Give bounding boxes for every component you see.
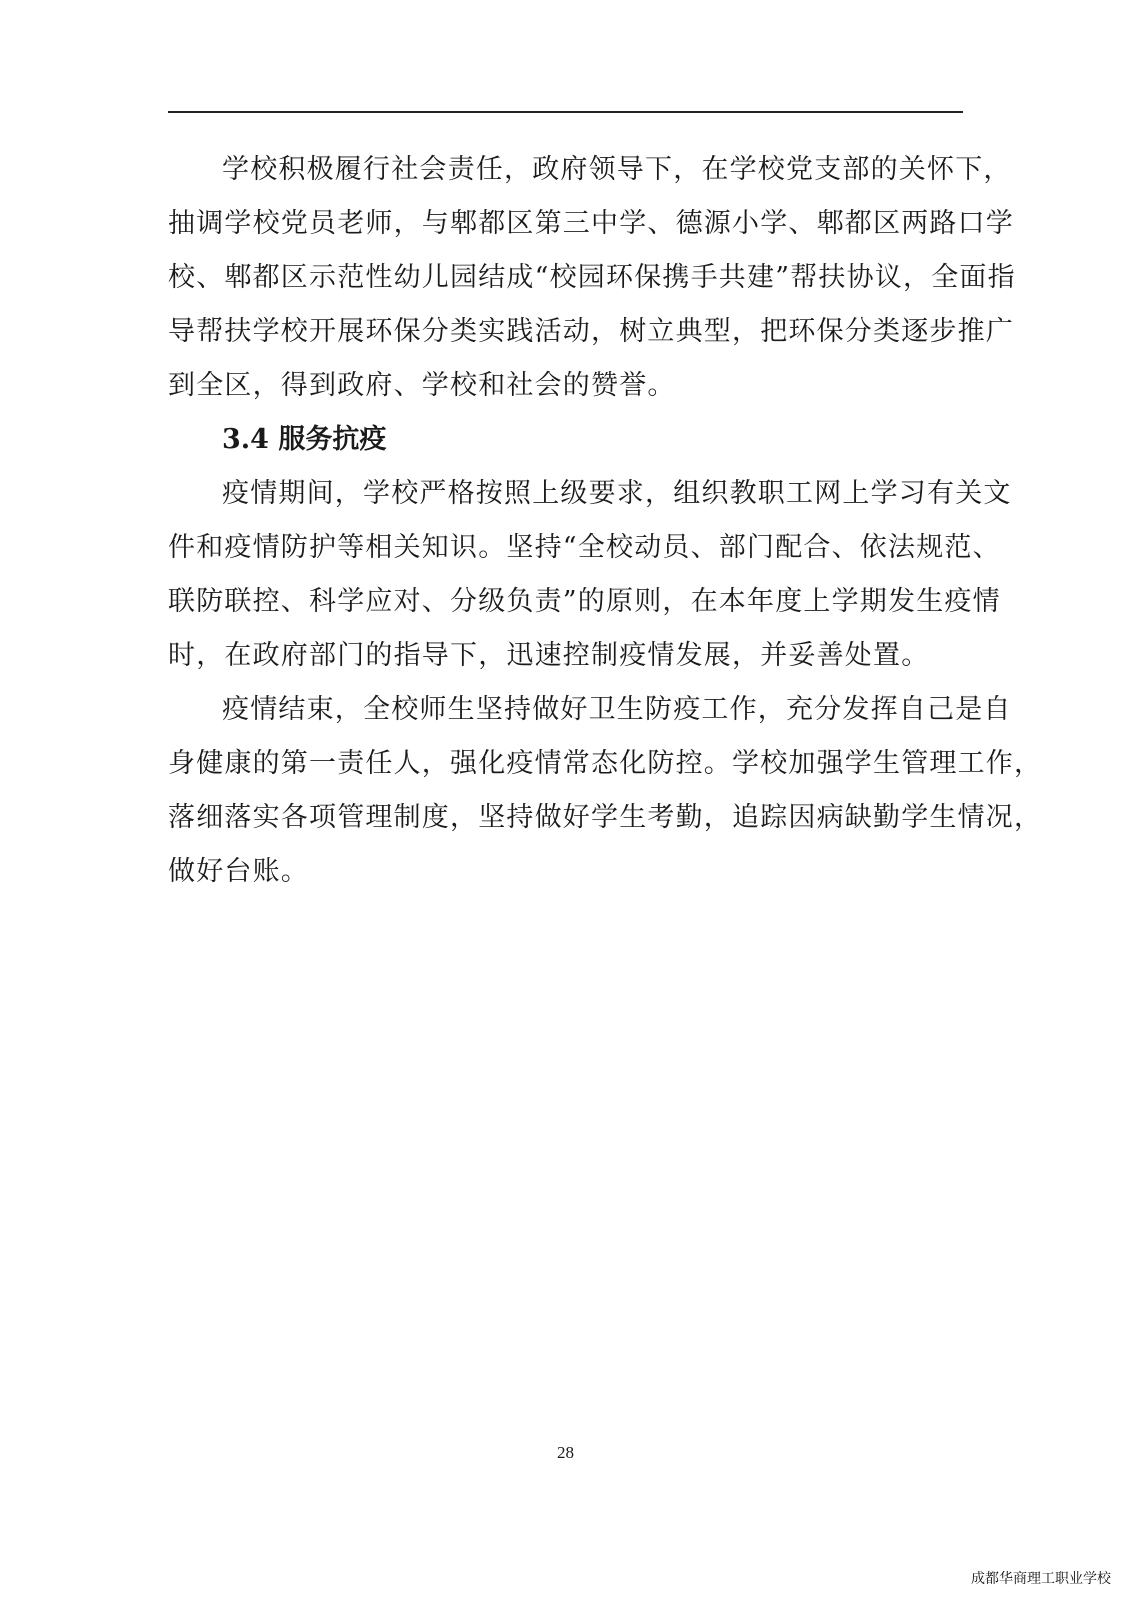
document-body [168,143,1043,899]
paragraph-2-line-3: 联防联控、科学应对、分级负责”的原则，在本年度上学期发生疫情 [168,586,1001,617]
paragraph-1-line-2: 抽调学校党员老师，与郫都区第三中学、德源小学、郫都区两路口学 [168,208,1014,239]
paragraph-3-line-3: 落细落实各项管理制度，坚持做好学生考勤，追踪因病缺勤学生情况， [168,802,1043,833]
paragraph-1-line-1: 学校积极履行社会责任，政府领导下，在学校党支部的关怀下， [222,154,1012,185]
header-rule [168,111,963,113]
paragraph-3-line-1: 疫情结束，全校师生坚持做好卫生防疫工作，充分发挥自己是自 [222,694,1012,725]
section-heading: 3.4 服务抗疫 [222,424,387,455]
paragraph-2-line-2: 件和疫情防护等相关知识。坚持“全校动员、部门配合、依法规范、 [168,532,1001,563]
paragraph-3-line-2: 身健康的第一责任人，强化疫情常态化防控。学校加强学生管理工作， [168,748,1043,779]
paragraph-1-line-4: 导帮扶学校开展环保分类实践活动，树立典型，把环保分类逐步推广 [168,316,1014,347]
paragraph-3-line-4: 做好台账。 [168,856,309,887]
footer-school-name: 成都华商理工职业学校 [971,1571,1111,1587]
page-number: 28 [557,1443,574,1462]
paragraph-1-line-5: 到全区，得到政府、学校和社会的赞誉。 [168,370,676,401]
paragraph-2-line-4: 时，在政府部门的指导下，迅速控制疫情发展，并妥善处置。 [168,640,930,671]
paragraph-1-line-3: 校、郫都区示范性幼儿园结成“校园环保携手共建”帮扶协议，全面指 [168,262,1016,293]
paragraph-2-line-1: 疫情期间，学校严格按照上级要求，组织教职工网上学习有关文 [222,478,1012,509]
